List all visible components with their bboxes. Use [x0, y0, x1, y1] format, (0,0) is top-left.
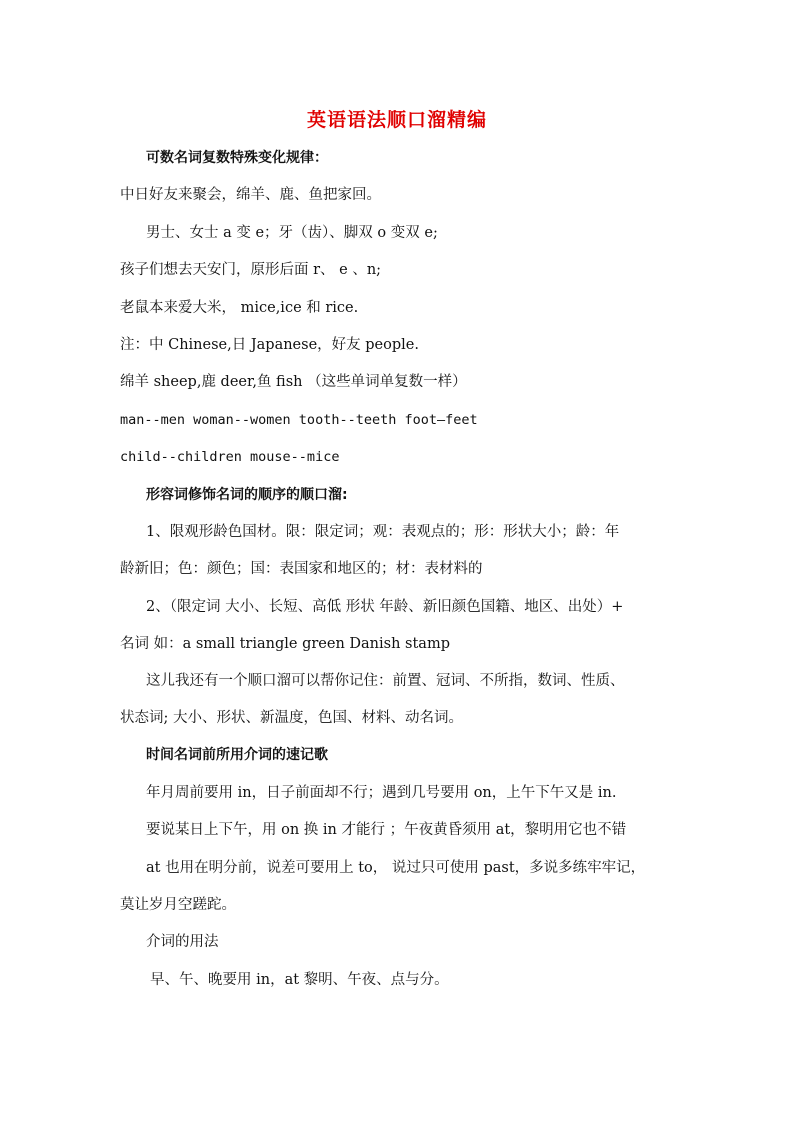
heading-preposition-usage: 介词的用法 [146, 934, 219, 950]
text-line: 注：中 Chinese,日 Japanese，好友 people. [120, 337, 419, 353]
text-line: 年月周前要用 in，日子前面却不行；遇到几号要用 on，上午下午又是 in. [146, 785, 617, 801]
text-line: 孩子们想去天安门，原形后面 r、 e 、n; [120, 262, 382, 278]
text-line: 要说某日上下午，用 on 换 in 才能行 ；午夜黄昏须用 at，黎明用它也不错 [146, 822, 627, 838]
text-line: 中日好友来聚会，绵羊、鹿、鱼把家回。 [120, 187, 381, 203]
text-line: at 也用在明分前，说差可要用上 to， 说过只可使用 past，多说多练牢牢记， [146, 860, 646, 876]
text-line: 早、午、晚要用 in，at 黎明、午夜、点与分。 [150, 972, 449, 988]
text-line: 状态词; 大小、形状、新温度，色国、材料、动名词。 [120, 710, 463, 726]
text-line: 2、（限定词 大小、长短、高低 形状 年龄、新旧颜色国籍、地区、出处）+ [146, 599, 624, 615]
text-line: 老鼠本来爱大米， mice,ice 和 rice. [120, 300, 359, 316]
heading-time-prepositions: 时间名词前所用介词的速记歌 [146, 747, 328, 763]
text-line: 名词 如：a small triangle green Danish stamp [120, 636, 450, 652]
text-line: 绵羊 sheep,鹿 deer,鱼 fish （这些单词单复数一样） [120, 374, 467, 390]
text-line: 莫让岁月空蹉跎。 [120, 897, 236, 913]
text-line: 1、限观形龄色国材。限：限定词；观：表观点的；形：形状大小；龄：年 [146, 524, 620, 540]
text-line: man--men woman--women tooth--teeth foot—feet [120, 412, 478, 428]
text-line: 这儿我还有一个顺口溜可以帮你记住：前置、冠词、不所指，数词、性质、 [146, 673, 625, 689]
text-line: 龄新旧；色：颜色；国：表国家和地区的；材：表材料的 [120, 561, 483, 577]
text-line: 男士、女士 a 变 e；牙（齿）、脚双 o 变双 e; [146, 225, 438, 241]
heading-adjective-order: 形容词修饰名词的顺序的顺口溜: [146, 487, 348, 503]
document-title: 英语语法顺口溜精编 [306, 109, 487, 131]
heading-plural-rules: 可数名词复数特殊变化规律： [146, 150, 328, 166]
text-line: child--children mouse--mice [120, 449, 340, 465]
